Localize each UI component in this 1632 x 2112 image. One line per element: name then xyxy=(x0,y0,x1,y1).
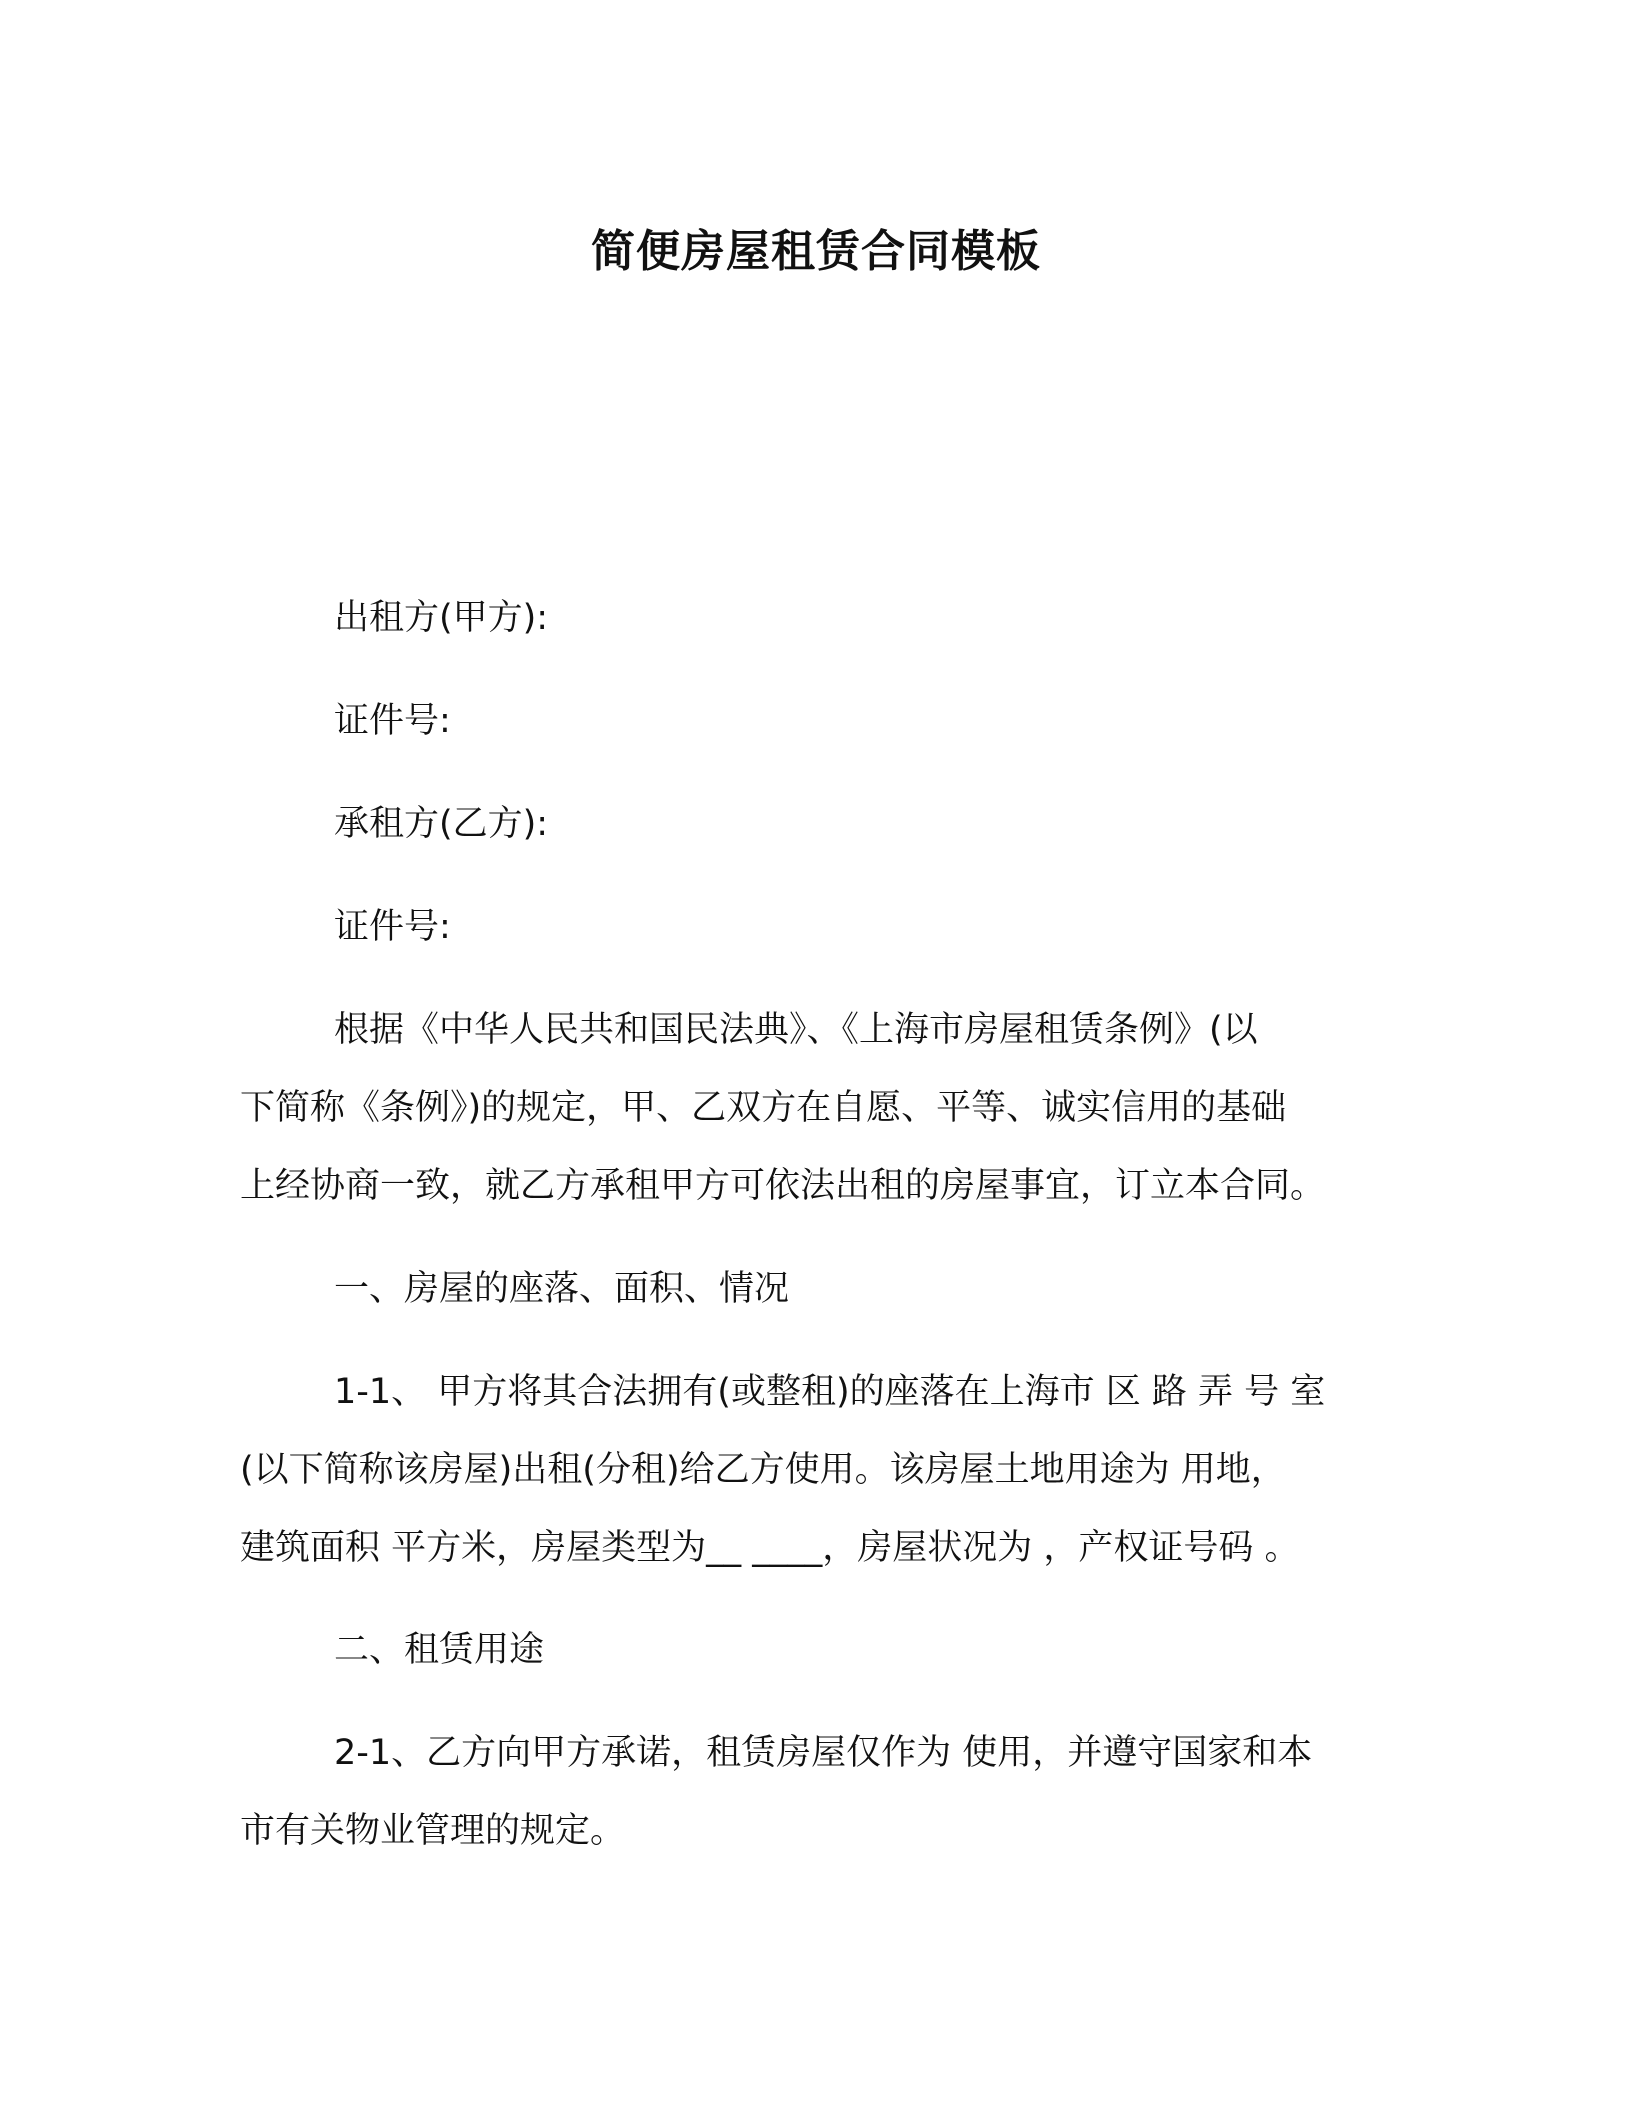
preamble-line: 下简称《条例》)的规定，甲、乙双方在自愿、平等、诚实信用的基础 xyxy=(240,1088,1287,1128)
lessee-id-field-label: 证件号: xyxy=(334,907,451,947)
lessee-field-label: 承租方(乙方): xyxy=(334,804,549,844)
clause-1-1-line: (以下简称该房屋)出租(分租)给乙方使用。该房屋土地用途为 用地， xyxy=(240,1450,1286,1490)
lessor-id-field-label: 证件号: xyxy=(334,701,451,741)
clause-2-1-line: 2-1、乙方向甲方承诺，租赁房屋仅作为 使用，并遵守国家和本 xyxy=(334,1733,1313,1773)
lessor-field-label: 出租方(甲方): xyxy=(334,598,549,638)
clause-1-1-line: 1-1、 甲方将其合法拥有(或整租)的座落在上海市 区 路 弄 号 室 xyxy=(334,1372,1326,1412)
document-title: 简便房屋租赁合同模板 xyxy=(591,226,1041,277)
preamble-line: 上经协商一致，就乙方承租甲方可依法出租的房屋事宜，订立本合同。 xyxy=(240,1166,1326,1206)
section1-heading: 一、房屋的座落、面积、情况 xyxy=(334,1269,790,1309)
preamble-line: 根据《中华人民共和国民法典》、《上海市房屋租赁条例》(以 xyxy=(334,1010,1258,1050)
clause-1-1-line: 建筑面积 平方米，房屋类型为__ ____，房屋状况为 ，产权证号码 。 xyxy=(240,1528,1300,1568)
section2-heading: 二、租赁用途 xyxy=(334,1630,545,1670)
clause-2-1-line: 市有关物业管理的规定。 xyxy=(240,1811,626,1851)
